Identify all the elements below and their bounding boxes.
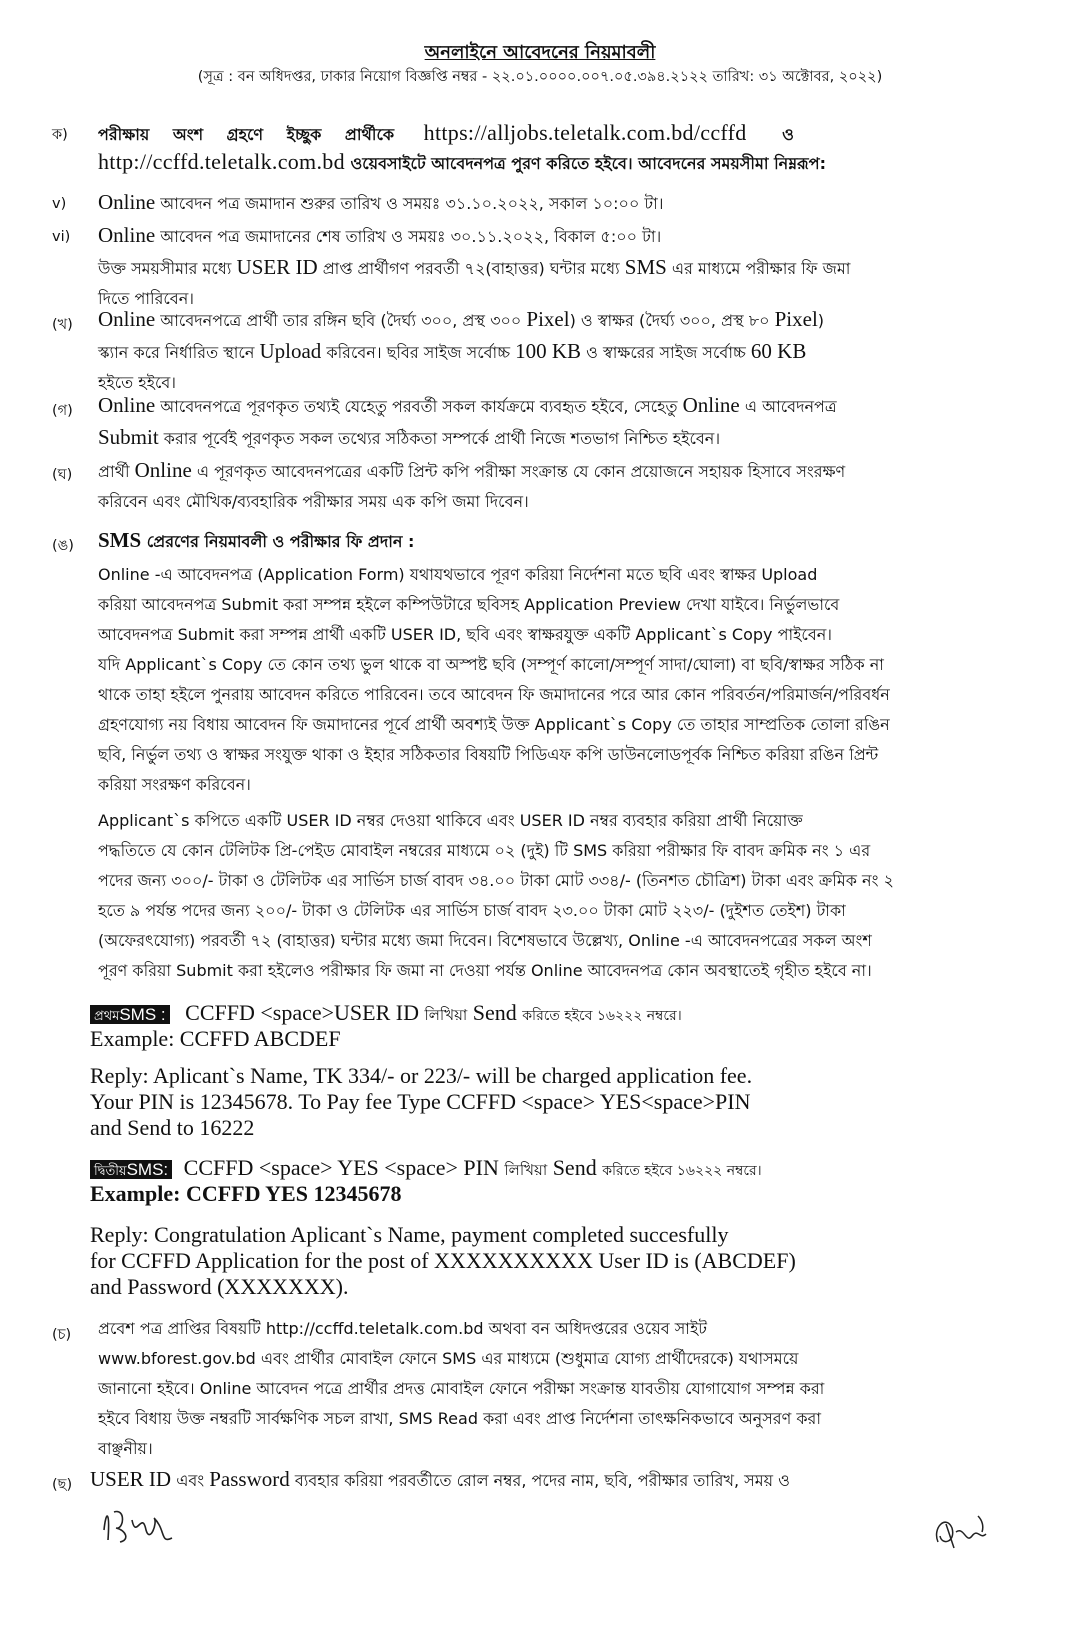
item-vi: Online আবেদন পত্র জমাদানের শেষ তারিখ ও সময়ঃ ৩০.১১.২০২২, বিকাল ৫:০০ টা। উক্ত সময়সীমার মধ্যে USER ID প্রাপ্ত প্রার্থীগণ পরবর্তী ৭২(বাহাত্তর) ঘন্টার মধ্যে SMS এর মাধ্যমে পরীক্ষার ফি জমা দিতে পারিবেন। [98,223,851,308]
item-ka-line1: পরীক্ষায় অংশ গ্রহণে ইচ্ছুক প্রার্থীকে https://alljobs.teletalk.com.bd/ccffd ও [98,120,794,145]
sms-1-tag: প্রথমSMS : [90,1005,170,1024]
item-label-kha: (খ) [52,317,73,333]
item-umo-heading: SMS প্রেরণের নিয়মাবলী ও পরীক্ষার ফি প্রদান : [98,528,415,552]
sms-1-command: প্রথমSMS : CCFFD <space>USER ID লিখিয়া Send করিতে হইবে ১৬২২২ নম্বরে। [90,1000,1020,1029]
item-kha: Online আবেদনপত্রে প্রার্থী তার রঙ্গিন ছবি (দৈর্ঘ্য ৩০০, প্রস্থ ৩০০ Pixel) ও স্বাক্ষর (দৈর্ঘ্য ৩০০, প্রস্থ ৮০ Pixel) স্ক্যান করে নির্ধারিত স্থানে Upload করিবেন। ছবির সাইজ সর্বোচ্চ 100 KB ও স্বাক্ষরের সাইজ সর্বোচ্চ 60 KB হইতে হইবে। [98,307,825,392]
sms-2-reply: Reply: Congratulation Aplicant`s Name, payment completed succesfully for CCFFD Application for the post of XXXXXXXXXX User ID is (ABCDEF) and Password (XXXXXXX). [90,1222,796,1299]
item-label-gha: (ঘ) [52,467,73,483]
sms-2-tag: দ্বিতীয়SMS: [90,1160,172,1179]
item-label-vi: vi) [52,229,71,245]
item-cha: প্রবেশ পত্র প্রাপ্তির বিষয়টি http://ccffd.teletalk.com.bd অথবা বন অধিদপ্তরের ওয়েব সাইট www.bforest.gov.bd এবং প্রার্থীর মোবাইল ফোনে SMS এর মাধ্যমে (শুধুমাত্র যোগ্য প্রার্থীদেরকে) যথাসময়ে জানানো হইবে। Online আবেদন পত্রে প্রার্থীর প্রদত্ত মোবাইল ফোনে পরীক্ষা সংক্রান্ত যাবতীয় যোগাযোগ সম্পন্ন করা হইবে বিধায় উক্ত নম্বরটি সার্বক্ষণিক সচল রাখা, SMS Read করা এবং প্রাপ্ত নির্দেশনা তাৎক্ষনিকভাবে অনুসরণ করা বাঞ্ছনীয়। [98,1319,825,1458]
item-label-v: v) [52,196,67,212]
sms-2-example: Example: CCFFD YES 12345678 [90,1181,402,1206]
apply-link-ccffd[interactable]: http://ccffd.teletalk.com.bd [98,149,345,174]
item-v: Online আবেদন পত্র জমাদান শুরুর তারিখ ও সময়ঃ ৩১.১০.২০২২, সকাল ১০:০০ টা। [98,190,664,214]
item-label-umo: (ঙ) [52,538,74,554]
signature-right [926,1506,996,1552]
sms-2-command: দ্বিতীয়SMS: CCFFD <space> YES <space> PIN লিখিয়া Send করিতে হইবে ১৬২২২ নম্বরে। [90,1155,1020,1184]
item-gha: প্রার্থী Online এ পূরণকৃত আবেদনপত্রের একটি প্রিন্ট কপি পরীক্ষা সংক্রান্ত যে কোন প্রয়োজনে সহায়ক হিসাবে সংরক্ষণ করিবেন এবং মৌখিক/ব্যবহারিক পরীক্ষার সময় এক কপি জমা দিবেন। [98,458,846,511]
sms-1-example: Example: CCFFD ABCDEF [90,1026,341,1051]
item-ga: Online আবেদনপত্রে পূরণকৃত তথ্যই যেহেতু পরবর্তী সকল কার্যক্রমে ব্যবহৃত হইবে, সেহেতু Online এ আবেদনপত্র Submit করার পূর্বেই পূরণকৃত সকল তথ্যের সঠিকতা সম্পর্কে প্রার্থী নিজে শতভাগ নিশ্চিত হইবেন। [98,393,837,449]
item-chha: USER ID এবং Password ব্যবহার করিয়া পরবর্তীতে রোল নম্বর, পদের নাম, ছবি, পরীক্ষার তারিখ, সময় ও [90,1467,790,1491]
item-label-ga: (গ) [52,403,73,419]
source-reference: (সূত্র : বন অধিদপ্তর, ঢাকার নিয়োগ বিজ্ঞপ্তি নম্বর - ২২.০১.০০০০.০০৭.০৫.৩৯৪.২১২২ তারিখ: ৩১ অক্টোবর, ২০২২) [197,69,883,85]
item-label-ka: ক) [52,127,68,143]
page-title: অনলাইনে আবেদনের নিয়মাবলী [424,42,656,63]
apply-link-alljobs[interactable]: https://alljobs.teletalk.com.bd/ccffd [423,120,747,145]
signature-left [96,1500,186,1550]
sms-1-reply: Reply: Aplicant`s Name, TK 334/- or 223/- will be charged application fee. Your PIN is 12345678. To Pay fee Type CCFFD <space> YES<space>PIN and Send to 16222 [90,1063,753,1140]
item-umo-paragraph-2: Applicant`s কপিতে একটি USER ID নম্বর দেওয়া থাকিবে এবং USER ID নম্বর ব্যবহার করিয়া প্রার্থী নিয়োক্ত পদ্ধতিতে যে কোন টেলিটক প্রি-পেইড মোবাইল নম্বরের মাধ্যমে ০২ (দুই) টি SMS করিয়া পরীক্ষার ফি বাবদ ক্রমিক নং ১ এর পদের জন্য ৩০০/- টাকা ও টেলিটক এর সার্ভিস চার্জ বাবদ ৩৪.০০ টাকা মোট ৩৩৪/- (তিনশত চৌত্রিশ) টাকা এবং ক্রমিক নং ২ হতে ৯ পর্যন্ত পদের জন্য ২০০/- টাকা ও টেলিটক এর সার্ভিস চার্জ বাবদ ২৩.০০ টাকা মোট ২২৩/- (দুইশত তেইশ) টাকা (অফেরৎযোগ্য) পরবর্তী ৭২ (বাহাত্তর) ঘন্টার মধ্যে জমা দিবেন। বিশেষভাবে উল্লেখ্য, Online -এ আবেদনপত্রের সকল অংশ পূরণ করিয়া Submit করা হইলেও পরীক্ষার ফি জমা না দেওয়া পর্যন্ত Online আবেদনপত্র কোন অবস্থাতেই গৃহীত হইবে না। [98,811,894,980]
item-label-chha: (ছ) [52,1477,73,1493]
item-label-cha: (চ) [52,1327,72,1343]
item-umo-paragraph-1: Online -এ আবেদনপত্র (Application Form) যথাযথভাবে পূরণ করিয়া নির্দেশনা মতে ছবি এবং স্বাক্ষর Upload করিয়া আবেদনপত্র Submit করা সম্পন্ন হইলে কম্পিউটারে ছবিসহ Application Preview দেখা যাইবে। নির্ভুলভাবে আবেদনপত্র Submit করা সম্পন্ন প্রার্থী একটি USER ID, ছবি এবং স্বাক্ষরযুক্ত একটি Applicant`s Copy পাইবেন। যদি Applicant`s Copy তে কোন তথ্য ভুল থাকে বা অস্পষ্ট ছবি (সম্পূর্ণ কালো/সম্পূর্ণ সাদা/ঘোলা) বা ছবি/স্বাক্ষর সঠিক না থাকে তাহা হইলে পুনরায় আবেদন করিতে পারিবেন। তবে আবেদন ফি জমাদানের পরে আর কোন পরিবর্তন/পরিমার্জন/পরিবর্ধন গ্রহণযোগ্য নয় বিধায় আবেদন ফি জমাদানের পূর্বে প্রার্থী অবশ্যই উক্ত Applicant`s Copy তে তাহার সাম্প্রতিক তোলা রঙিন ছবি, নির্ভুল তথ্য ও স্বাক্ষর সংযুক্ত থাকা ও ইহার সঠিকতার বিষয়টি পিডিএফ কপি ডাউনলোডপূর্বক নিশ্চিত করিয়া রঙিন প্রিন্ট করিয়া সংরক্ষণ করিবেন। [98,565,890,794]
item-ka-line2: http://ccffd.teletalk.com.bd ওয়েবসাইটে আবেদনপত্র পুরণ করিতে হইবে। আবেদনের সময়সীমা নিম্নরূপ: [98,149,826,174]
